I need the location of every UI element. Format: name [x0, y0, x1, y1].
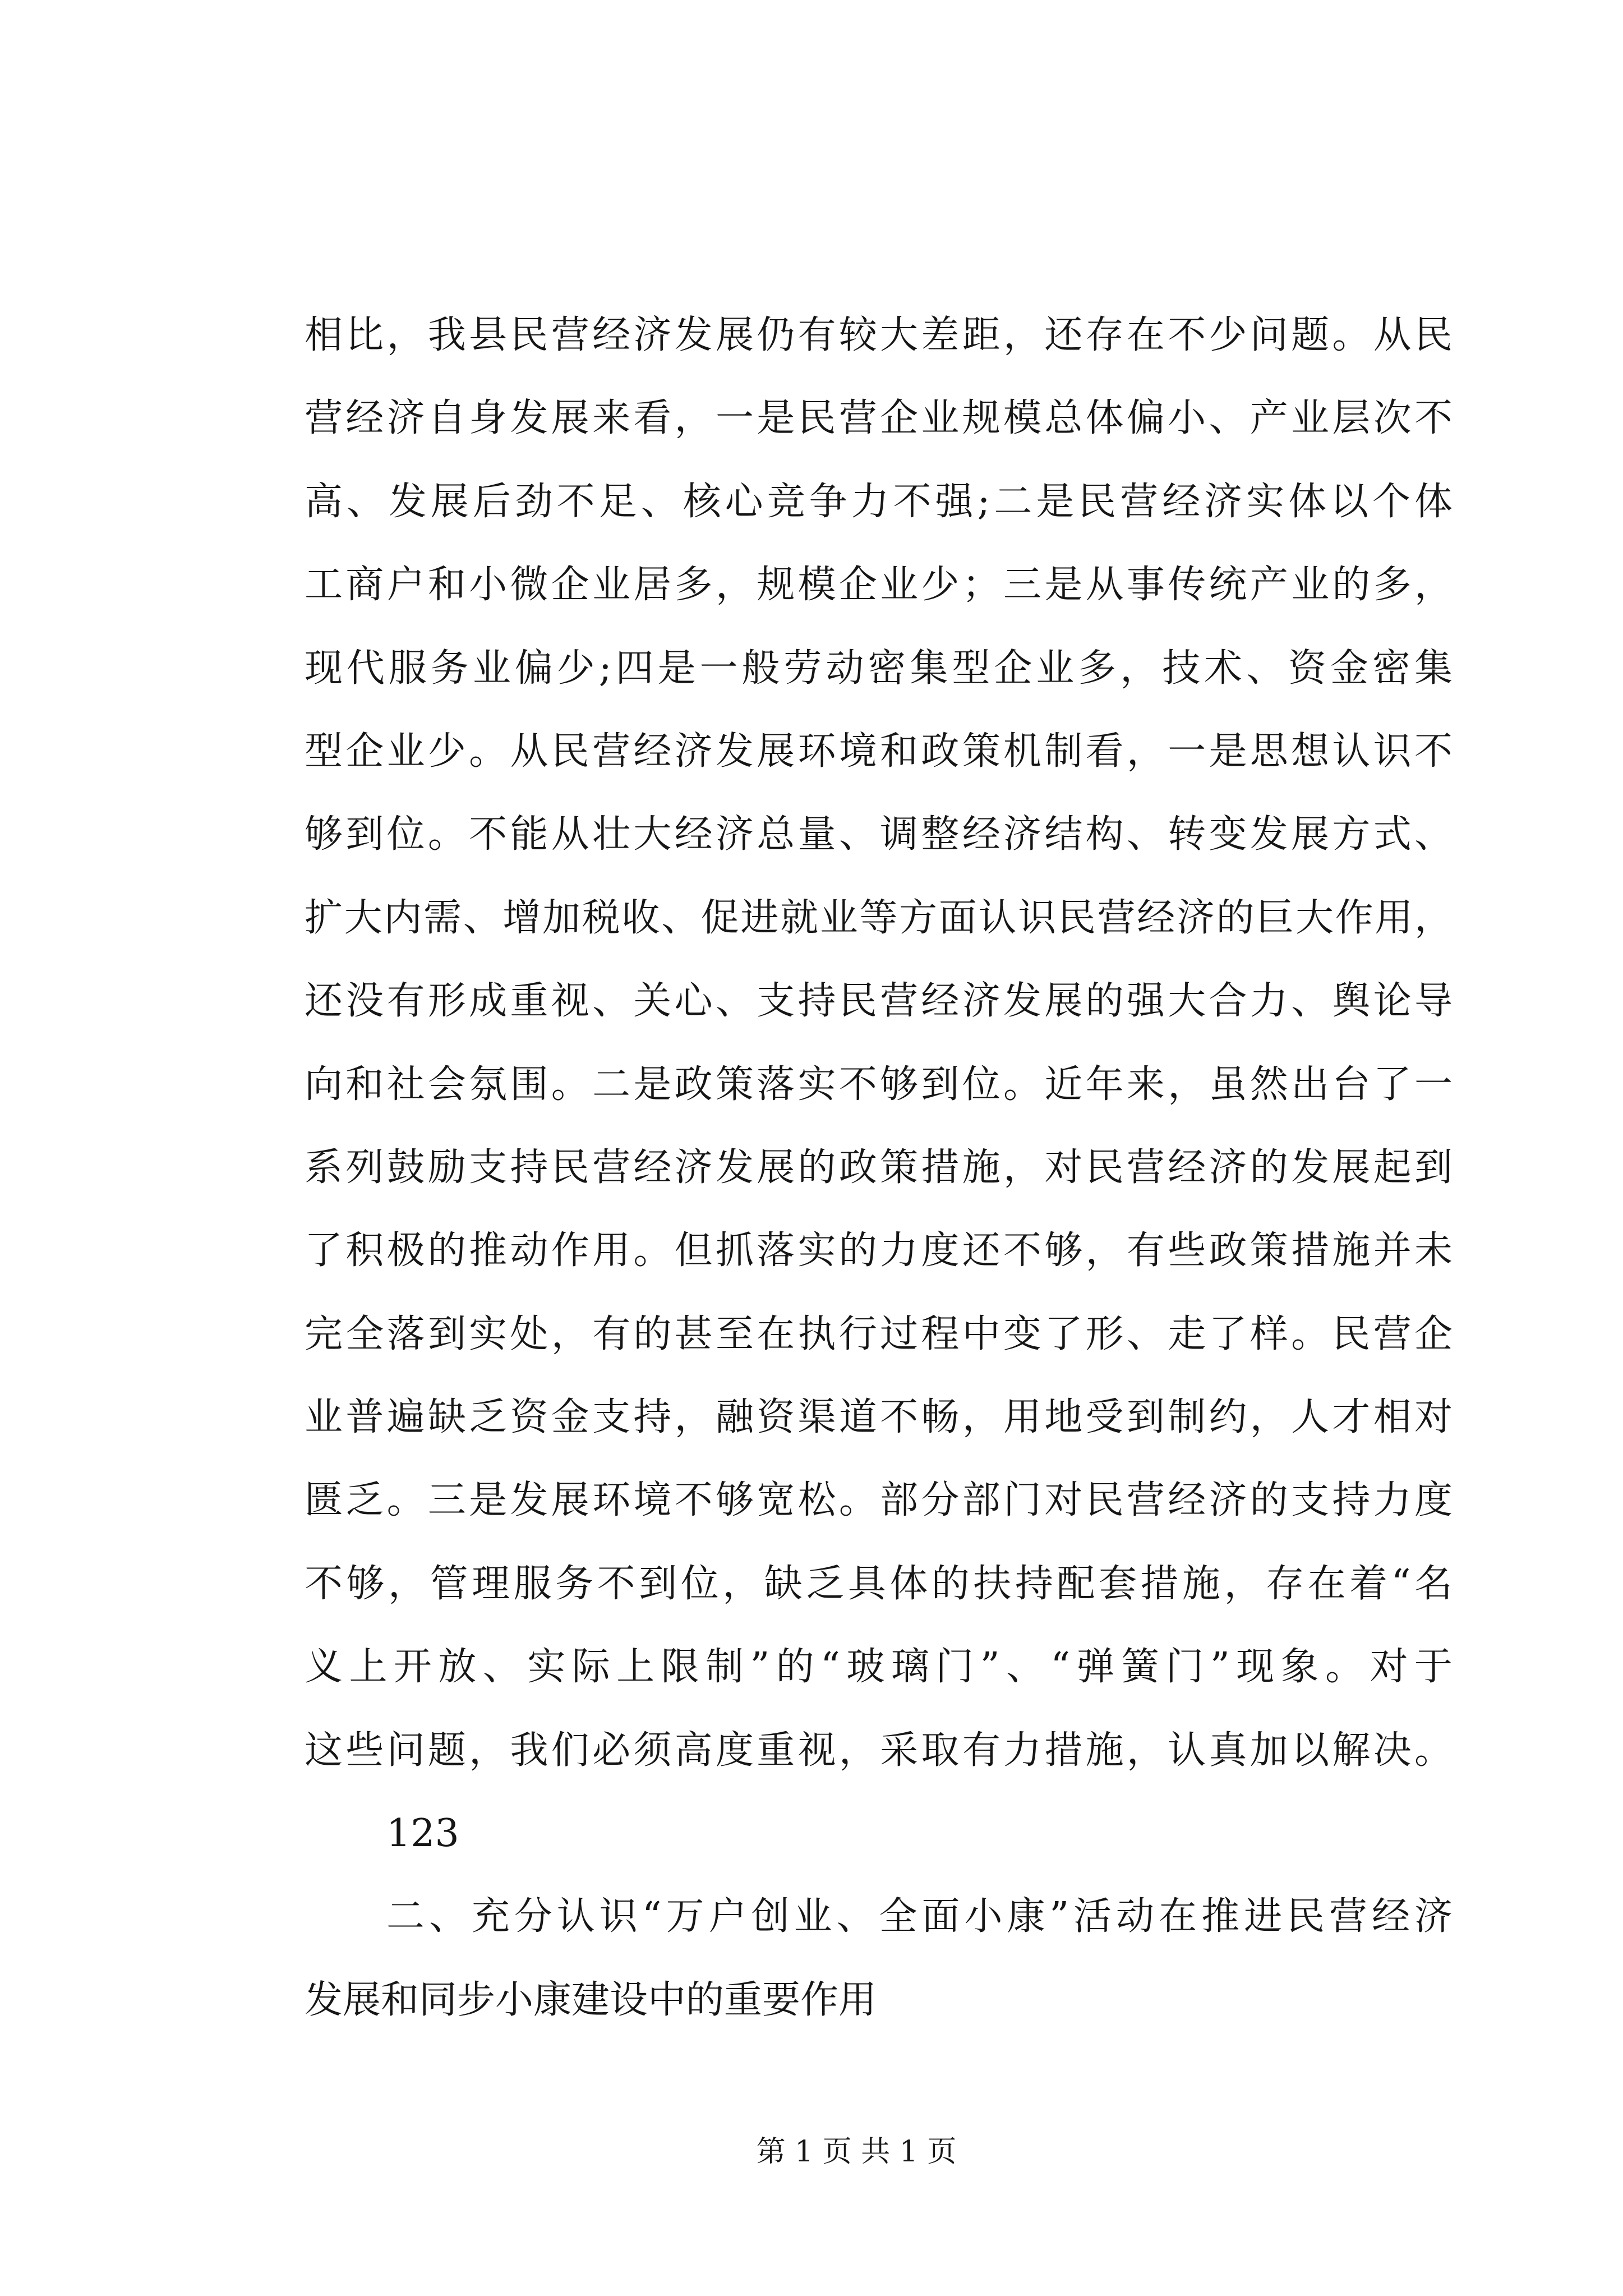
text-line: 扩大内需、增加税收、促进就业等方面认识民营经济的巨大作用，: [305, 895, 1453, 940]
text-line: 123: [386, 1811, 459, 1856]
text-line: 业普遍缺乏资金支持，融资渠道不畅，用地受到制约，人才相对: [305, 1395, 1453, 1440]
text-line: 不够，管理服务不到位，缺乏具体的扶持配套措施，存在着“名: [305, 1561, 1453, 1606]
text-line: 相比，我县民营经济发展仍有较大差距，还存在不少问题。从民: [305, 313, 1453, 357]
text-line: 高、发展后劲不足、核心竞争力不强;二是民营经济实体以个体: [305, 479, 1453, 524]
document-body: [305, 294, 1453, 2042]
paragraph-number: [305, 1792, 1453, 1875]
text-line: 这些问题，我们必须高度重视，采取有力措施，认真加以解决。: [305, 1728, 1453, 1773]
page-footer: 第 1 页 共 1 页: [756, 2135, 957, 2169]
text-line: 匮乏。三是发展环境不够宽松。部分部门对民营经济的支持力度: [305, 1478, 1453, 1523]
text-line: 型企业少。从民营经济发展环境和政策机制看，一是思想认识不: [305, 729, 1453, 774]
text-line: 现代服务业偏少;四是一般劳动密集型企业多，技术、资金密集: [305, 646, 1453, 691]
text-line: 工商户和小微企业居多，规模企业少；三是从事传统产业的多，: [305, 563, 1453, 608]
text-line: 发展和同步小康建设中的重要作用: [305, 1977, 877, 2022]
text-line: 义上开放、实际上限制”的“玻璃门”、“弹簧门”现象。对于: [305, 1645, 1453, 1690]
text-line: 营经济自身发展来看，一是民营企业规模总体偏小、产业层次不: [305, 396, 1453, 441]
text-line: 完全落到实处，有的甚至在执行过程中变了形、走了样。民营企: [305, 1312, 1453, 1356]
text-line: 系列鼓励支持民营经济发展的政策措施，对民营经济的发展起到: [305, 1145, 1453, 1190]
text-line: 了积极的推动作用。但抓落实的力度还不够，有些政策措施并未: [305, 1228, 1453, 1273]
paragraph-problems: [305, 294, 1453, 1792]
text-line: 二、充分认识“万户创业、全面小康”活动在推进民营经济: [386, 1894, 1453, 1939]
text-line: 还没有形成重视、关心、支持民营经济发展的强大合力、舆论导: [305, 979, 1453, 1024]
text-line: 够到位。不能从壮大经济总量、调整经济结构、转变发展方式、: [305, 812, 1453, 857]
section-heading: [305, 1875, 1453, 2042]
text-line: 向和社会氛围。二是政策落实不够到位。近年来，虽然出台了一: [305, 1062, 1453, 1107]
